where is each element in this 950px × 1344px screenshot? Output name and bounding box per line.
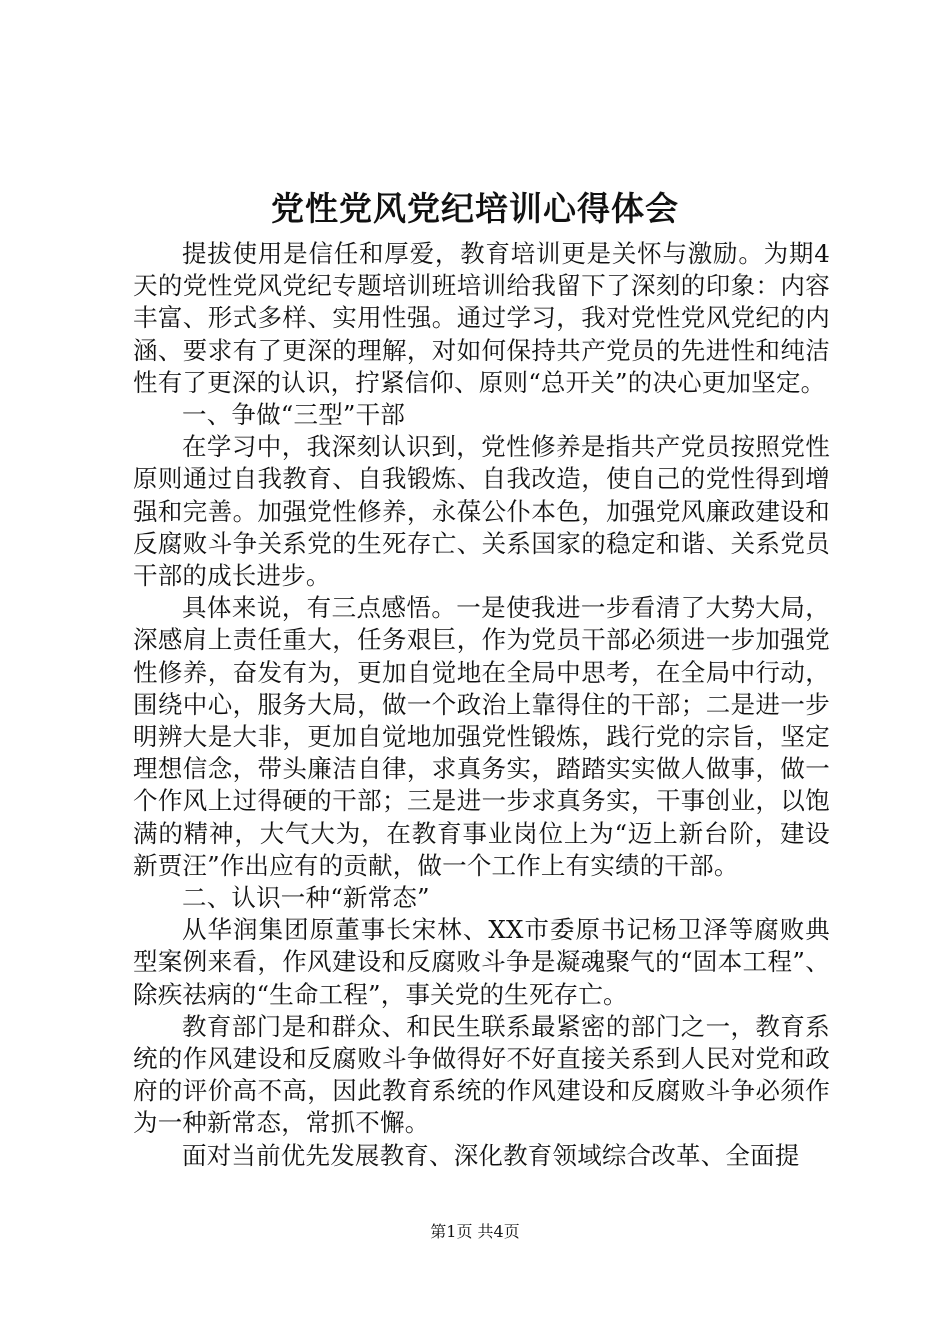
paragraph-corruption-cases: 从华润集团原董事长宋林、XX市委原书记杨卫泽等腐败典型案例来看，作风建设和反腐败斗争是凝魂聚气的“固本工程”、除疾祛病的“生命工程”，事关党的生死存亡。 — [133, 915, 830, 1009]
section-heading-2: 二、认识一种“新常态” — [182, 883, 430, 913]
paragraph-party-spirit: 在学习中，我深刻认识到，党性修养是指共产党员按照党性原则通过自我教育、自我锻炼、自我改造，使自己的党性得到增强和完善。加强党性修养，永葆公仆本色，加强党风廉政建设和反腐败斗争关系党的生死存亡、关系国家的稳定和谐、关系党员干部的成长进步。 — [133, 432, 830, 591]
paragraph-education-department: 教育部门是和群众、和民生联系最紧密的部门之一，教育系统的作风建设和反腐败斗争做得好不好直接关系到人民对党和政府的评价高不高，因此教育系统的作风建设和反腐败斗争必须作为一种新常态，常抓不懈。 — [133, 1011, 830, 1138]
paragraph-continued: 面对当前优先发展教育、深化教育领域综合改革、全面提 — [182, 1140, 800, 1170]
section-heading-1: 一、争做“三型”干部 — [182, 400, 406, 430]
paragraph-three-insights: 具体来说，有三点感悟。一是使我进一步看清了大势大局，深感肩上责任重大，任务艰巨，作为党员干部必须进一步加强党性修养，奋发有为，更加自觉地在全局中思考，在全局中行动，围绕中心，服务大局，做一个政治上靠得住的干部；二是进一步明辨大是大非，更加自觉地加强党性锻炼，践行党的宗旨，坚定理想信念，带头廉洁自律，求真务实，踏踏实实做人做事，做一个作风上过得硬的干部；三是进一步求真务实，干事创业，以饱满的精神，大气大为，在教育事业岗位上为“迈上新台阶，建设新贾汪”作出应有的贡献，做一个工作上有实绩的干部。 — [133, 593, 830, 880]
document-body — [133, 238, 830, 1172]
paragraph-intro: 提拔使用是信任和厚爱，教育培训更是关怀与激励。为期4天的党性党风党纪专题培训班培训给我留下了深刻的印象：内容丰富、形式多样、实用性强。通过学习，我对党性党风党纪的内涵、要求有了更深的理解，对如何保持共产党员的先进性和纯洁性有了更深的认识，拧紧信仰、原则“总开关”的决心更加坚定。 — [133, 239, 830, 397]
page-number-footer: 第1页 共4页 — [430, 1222, 520, 1241]
document-title: 党性党风党纪培训心得体会 — [271, 189, 679, 228]
